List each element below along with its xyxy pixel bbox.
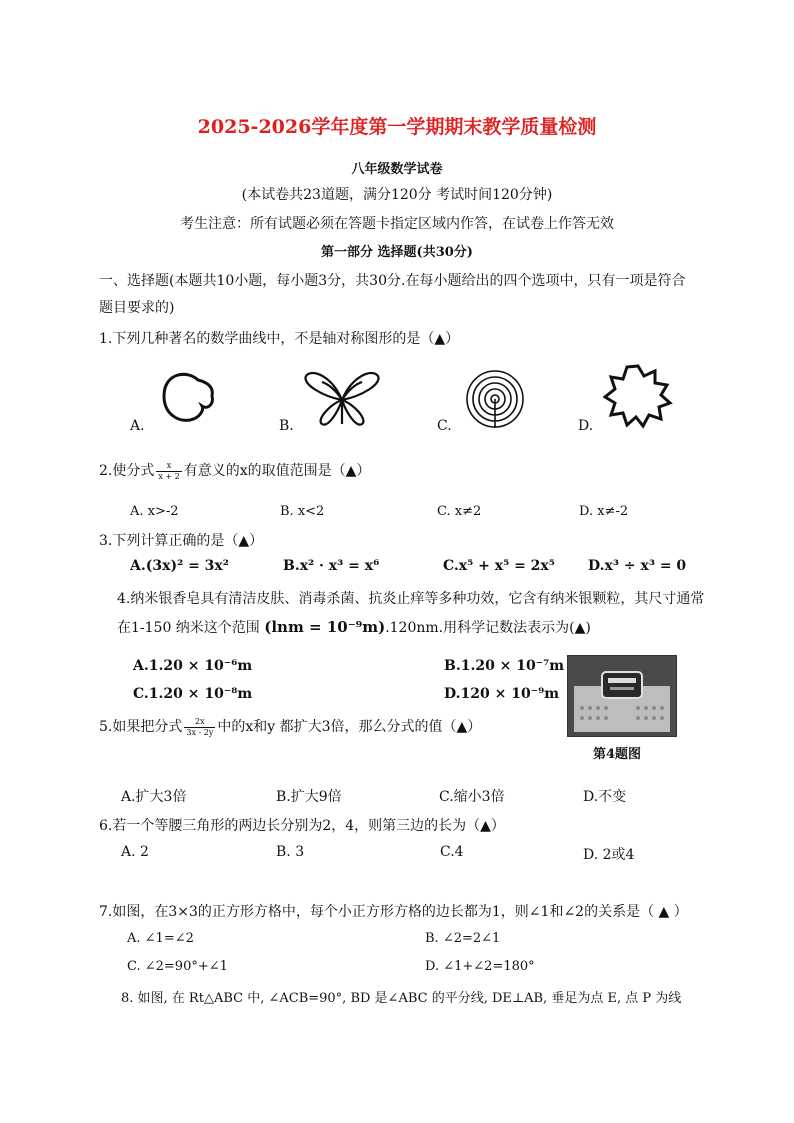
- q6-option-d: D. 2或4: [583, 847, 635, 863]
- q8-stem: 8. 如图, 在 Rt△ABC 中, ∠ACB=90°, BD 是∠ABC 的平分线, DE⊥AB, 垂足为点 E, 点 P 为线: [121, 991, 682, 1006]
- q4-unit-formula: (lnm = 10⁻⁹m): [264, 618, 386, 636]
- q1-option-c: C.: [437, 418, 452, 434]
- q6-stem: 6.若一个等腰三角形的两边长分别为2，4，则第三边的长为（▲）: [99, 818, 505, 834]
- q5-stem: [99, 716, 481, 738]
- section-intro-line1: 一、选择题(本题共10小题，每小题3分，共30分.在每小题给出的四个选项中，只有一项是符合: [99, 273, 686, 289]
- q4-option-d: D.120 × 10⁻⁹m: [444, 686, 560, 702]
- q5-option-d: D.不变: [583, 789, 627, 805]
- q5-option-a: A.扩大3倍: [121, 789, 187, 805]
- exam-info: (本试卷共23道题，满分120分 考试时间120分钟): [241, 187, 553, 203]
- q3-option-b: B.x² · x³ = x⁶: [283, 558, 380, 574]
- q3-option-c: C.x⁵ + x⁵ = 2x⁵: [443, 558, 555, 574]
- cardioid-figure: [158, 368, 218, 426]
- q4-line2-tail: .120nm.用科学记数法表示为(▲): [385, 620, 591, 636]
- q2-stem: [99, 460, 370, 482]
- spiral-figure: [464, 368, 526, 430]
- q1-option-a: A.: [130, 418, 145, 434]
- q5-option-b: B.扩大9倍: [276, 789, 342, 805]
- q7-stem: 7.如图，在3×3的正方形方格中，每个小正方形方格的边长都为1，则∠1和∠2的关系是（ ▲ ）: [99, 904, 688, 920]
- q5-fraction: [184, 717, 215, 738]
- butterfly-curve-figure: [302, 366, 382, 428]
- exam-title: 2025-2026学年度第一学期期末教学质量检测: [197, 116, 597, 138]
- q5-suffix: 中的x和y 都扩大3倍，那么分式的值（▲）: [217, 719, 482, 735]
- q2-option-a: A. x>-2: [130, 504, 179, 519]
- q7-option-a: A. ∠1=∠2: [127, 931, 194, 946]
- soap-image: [568, 656, 676, 736]
- q2-fraction-numerator: x: [156, 461, 181, 472]
- q3-option-a: A.(3x)² = 3x²: [130, 558, 229, 574]
- q3-stem: 3.下列计算正确的是（▲）: [99, 533, 264, 549]
- q2-option-c: C. x≠2: [437, 504, 482, 519]
- q4-option-a: A.1.20 × 10⁻⁶m: [133, 658, 253, 674]
- q2-option-d: D. x≠-2: [579, 504, 629, 519]
- q4-figure-caption: 第4题图: [593, 747, 642, 762]
- snowflake-curve-figure: [603, 363, 673, 429]
- q2-prefix: 2.使分式: [99, 463, 155, 479]
- q2-option-b: B. x<2: [280, 504, 325, 519]
- q5-fraction-denominator: 3x - 2y: [186, 727, 214, 737]
- q4-option-b: B.1.20 × 10⁻⁷m: [444, 658, 565, 674]
- soap-photo: [567, 655, 677, 737]
- q6-option-a: A. 2: [121, 844, 149, 860]
- q1-option-d: D.: [578, 418, 594, 434]
- q3-option-d: D.x³ ÷ x³ = 0: [588, 558, 687, 574]
- part-one-heading: 第一部分 选择题(共30分): [321, 245, 473, 260]
- q7-option-b: B. ∠2=2∠1: [425, 931, 501, 946]
- q6-option-c: C.4: [440, 844, 464, 860]
- q7-option-c: C. ∠2=90°+∠1: [127, 959, 228, 974]
- q7-option-d: D. ∠1+∠2=180°: [425, 959, 535, 974]
- exam-subtitle: 八年级数学试卷: [351, 162, 443, 177]
- q2-suffix: 有意义的x的取值范围是（▲）: [183, 463, 371, 479]
- q4-line1: 4.纳米银香皂具有清洁皮肤、消毒杀菌、抗炎止痒等多种功效，它含有纳米银颗粒，其尺寸通常: [117, 591, 705, 607]
- q6-option-b: B. 3: [276, 844, 305, 860]
- q4-option-c: C.1.20 × 10⁻⁸m: [133, 686, 253, 702]
- q1-option-b: B.: [279, 418, 294, 434]
- q2-fraction-denominator: x + 2: [158, 471, 180, 481]
- q1-stem: 1.下列几种著名的数学曲线中，不是轴对称图形的是（▲）: [99, 331, 460, 347]
- q4-line2-text: 在1-150 纳米这个范围: [117, 620, 260, 636]
- q5-prefix: 5.如果把分式: [99, 719, 183, 735]
- q2-fraction: [156, 461, 181, 482]
- q4-line2: [117, 617, 591, 637]
- exam-notice: 考生注意：所有试题必须在答题卡指定区域内作答，在试卷上作答无效: [180, 216, 614, 232]
- q5-fraction-numerator: 2x: [184, 717, 215, 728]
- section-intro-line2: 题目要求的): [99, 300, 175, 316]
- q5-option-c: C.缩小3倍: [439, 789, 505, 805]
